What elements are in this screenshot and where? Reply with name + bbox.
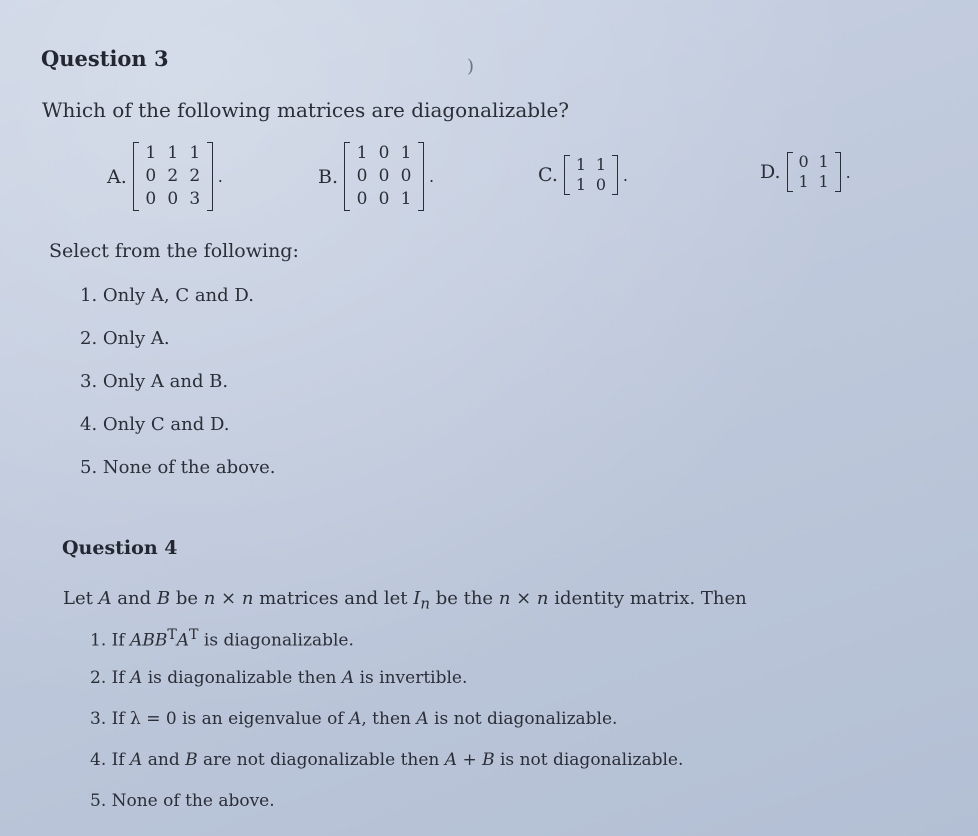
- matrix-a-cell: 2: [189, 166, 201, 186]
- math-superscript: T: [189, 627, 199, 643]
- prompt-text: identity matrix. Then: [548, 588, 747, 609]
- matrix-d-cell: 1: [818, 172, 829, 191]
- matrix-label-a: A.: [107, 165, 127, 188]
- math-subscript: n: [420, 594, 430, 613]
- choice-text: 3. If: [90, 709, 131, 729]
- matrix-a-cell: 1: [189, 143, 201, 163]
- stray-mark: ): [467, 56, 475, 77]
- matrix-a-cell: 0: [145, 166, 157, 186]
- choice-item[interactable]: [90, 791, 683, 832]
- math-expr: n × n: [203, 588, 254, 609]
- matrix-b-cell: 0: [400, 166, 412, 186]
- choice-text: 5. None of the above.: [90, 791, 275, 811]
- matrix-label-c: C.: [538, 164, 558, 186]
- matrix-b-cell: 1: [356, 143, 368, 163]
- math-var: A: [341, 668, 355, 688]
- question-4-prompt: [63, 588, 747, 613]
- matrix-option-d: [760, 152, 851, 192]
- math-expr: A + B: [444, 750, 495, 770]
- question-3-choices: [80, 285, 276, 500]
- math-expr: ABB: [130, 630, 168, 651]
- matrix-b-cell: 0: [356, 166, 368, 186]
- choice-text: 4. If: [90, 750, 131, 770]
- matrix-c-cell: 1: [575, 175, 586, 194]
- question-4-choices: [90, 627, 683, 832]
- choice-text: 2. If: [90, 668, 131, 688]
- choice-text: is diagonalizable then: [142, 668, 342, 688]
- choice-text: and: [142, 750, 186, 770]
- choice-item[interactable]: 5. None of the above.: [80, 457, 276, 478]
- prompt-text: be: [170, 588, 204, 609]
- choice-text: are not diagonalizable then: [197, 750, 445, 770]
- matrix-d: [787, 152, 841, 192]
- math-var: A: [176, 630, 190, 651]
- prompt-text: Let: [63, 588, 99, 609]
- choice-text: is not diagonalizable.: [428, 709, 618, 729]
- prompt-text: be the: [429, 588, 499, 609]
- math-var: B: [185, 750, 198, 770]
- math-expr: n × n: [498, 588, 549, 609]
- choice-item[interactable]: 3. Only A and B.: [80, 371, 229, 392]
- choice-item[interactable]: [90, 709, 683, 750]
- choice-text: , then: [361, 709, 417, 729]
- math-var: A: [98, 588, 112, 609]
- matrix-b-cell: 0: [378, 166, 390, 186]
- math-expr: λ = 0: [130, 709, 177, 729]
- matrix-d-cell: 1: [798, 172, 809, 191]
- matrix-a-cell: 2: [167, 166, 179, 186]
- matrix-label-b: B.: [318, 165, 339, 188]
- choice-text: is diagonalizable.: [198, 630, 354, 651]
- choice-item[interactable]: [90, 668, 683, 709]
- select-label: Select from the following:: [49, 240, 299, 262]
- matrix-b-cell: 0: [378, 143, 390, 163]
- matrix-b: [344, 142, 424, 211]
- math-var: A: [349, 709, 362, 729]
- matrix-c-cell: 0: [595, 175, 606, 194]
- math-var: I: [413, 588, 421, 609]
- matrix-a-cell: 0: [145, 189, 157, 209]
- matrix-c-cell: 1: [575, 155, 586, 174]
- matrix-option-b: [318, 142, 434, 211]
- choice-text: is not diagonalizable.: [494, 750, 684, 770]
- matrix-a-cell: 1: [145, 143, 157, 163]
- matrix-label-d: D.: [760, 161, 781, 183]
- prompt-text: and: [111, 588, 157, 609]
- matrix-c-period: .: [622, 165, 628, 185]
- choice-text: 1. If: [90, 630, 131, 651]
- matrix-b-cell: 1: [400, 189, 412, 209]
- choice-item[interactable]: [90, 750, 683, 791]
- matrix-a: [133, 142, 213, 211]
- question-3-title: Question 3: [41, 46, 169, 71]
- matrix-option-c: [538, 155, 628, 195]
- math-var: A: [130, 750, 143, 770]
- choice-item[interactable]: [90, 627, 683, 668]
- matrix-c: [564, 155, 618, 195]
- matrix-option-a: [107, 142, 223, 211]
- matrix-d-period: .: [845, 162, 851, 182]
- matrix-d-cell: 0: [798, 152, 809, 171]
- matrix-b-cell: 0: [356, 189, 368, 209]
- matrix-a-period: .: [217, 167, 223, 186]
- matrix-a-cell: 0: [167, 189, 179, 209]
- question-4-title: Question 4: [62, 537, 178, 559]
- matrix-d-cell: 1: [818, 152, 829, 171]
- prompt-text: matrices and let: [253, 588, 414, 609]
- math-var: A: [416, 709, 429, 729]
- choice-text: is invertible.: [354, 668, 468, 688]
- choice-item[interactable]: 4. Only C and D.: [80, 414, 230, 435]
- matrix-b-cell: 0: [378, 189, 390, 209]
- math-var: A: [130, 668, 143, 688]
- question-3-prompt: Which of the following matrices are diagonalizable?: [42, 98, 570, 122]
- math-var: B: [156, 588, 171, 609]
- matrix-c-cell: 1: [595, 155, 606, 174]
- matrix-b-cell: 1: [400, 143, 412, 163]
- choice-item[interactable]: 1. Only A, C and D.: [80, 285, 254, 306]
- matrix-a-cell: 3: [189, 189, 201, 209]
- math-superscript: T: [167, 627, 177, 643]
- choice-text: is an eigenvalue of: [176, 709, 350, 729]
- matrix-a-cell: 1: [167, 143, 179, 163]
- matrix-b-period: .: [429, 167, 435, 186]
- choice-item[interactable]: 2. Only A.: [80, 328, 170, 349]
